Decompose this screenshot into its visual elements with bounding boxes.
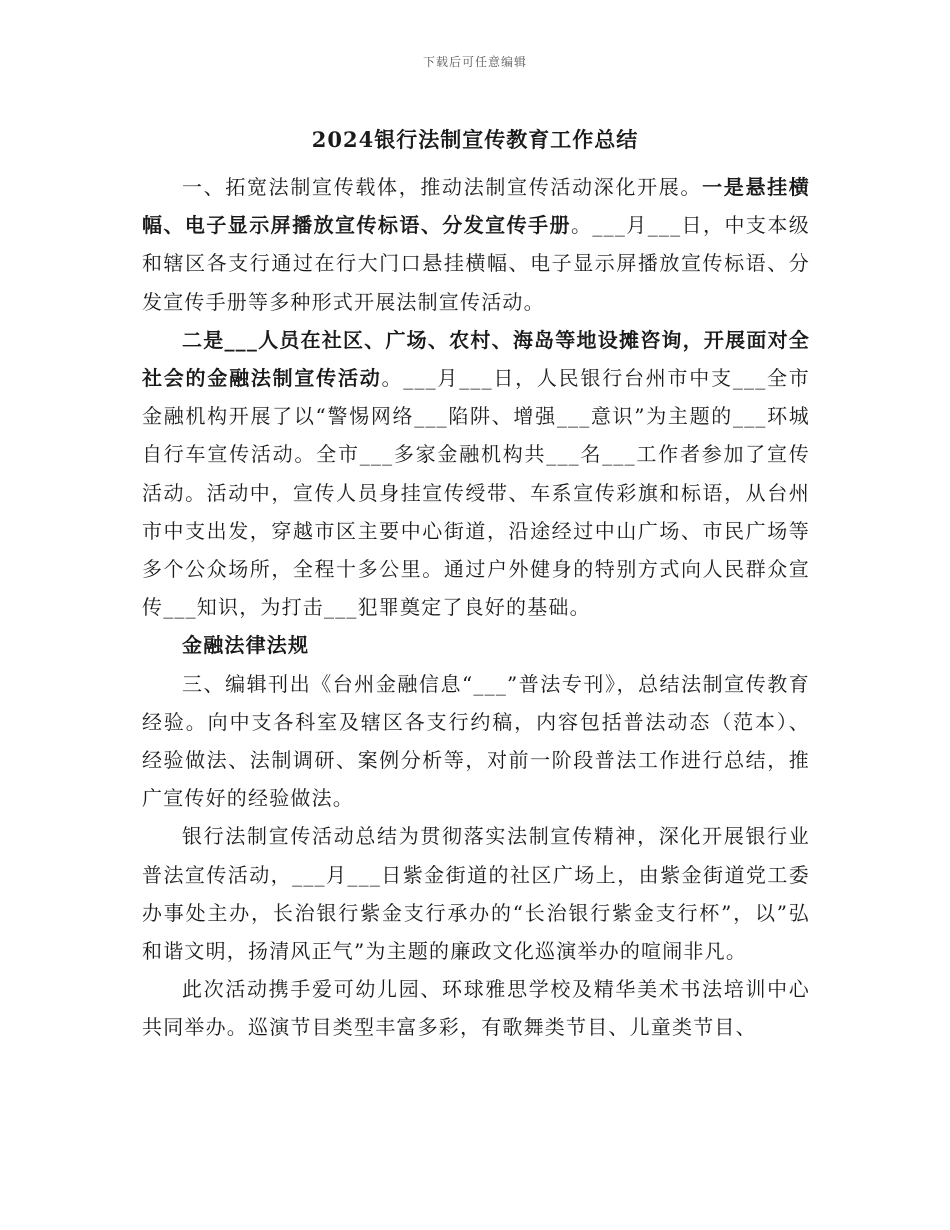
section-heading bbox=[142, 626, 810, 664]
paragraph-1-run-2-bold: 一是悬挂横幅、电子显示屏播放宣传标语、分发宣传手册 bbox=[142, 175, 810, 238]
paragraph-1 bbox=[142, 168, 810, 321]
paragraph-2-run-2: 。___月___日，人民银行台州市中支___全市金融机构开展了以“警惕网络___陷阱、增强___意识”为主题的___环城自行车宣传活动。全市___多家金融机构共___名___工作者参加了宣传活动。活动中，宣传人员身挂宣传绶带、车系宣传彩旗和标语，从台州市中支出发，穿越市区主要中心街道，沿途经过中山广场、市民广场等多个公众场所，全程十多公里。通过户外健身的特别方式向人民群众宣传___知识，为打击___犯罪奠定了良好的基础。 bbox=[142, 366, 810, 620]
paragraph-1-run-1: 一、拓宽法制宣传载体，推动法制宣传活动深化开展。 bbox=[182, 175, 703, 199]
paragraph-2 bbox=[142, 321, 810, 627]
document-title: 2024银行法制宣传教育工作总结 bbox=[311, 127, 639, 152]
paragraph-3-run-1: 三、编辑刊出《台州金融信息“___”普法专刊》，总结法制宣传教育经验。向中支各科室及辖区各支行约稿，内容包括普法动态（范本）、经验做法、法制调研、案例分析等，对前一阶段普法工作进行总结，推广宣传好的经验做法。 bbox=[142, 671, 810, 811]
paragraph-4-run-1: 银行法制宣传活动总结为贯彻落实法制宣传精神，深化开展银行业普法宣传活动，___月___日紫金街道的社区广场上，由紫金街道党工委办事处主办，长治银行紫金支行承办的“长治银行紫金支行杯”，以”弘和谐文明，扬清风正气”为主题的廉政文化巡演举办的喧闹非凡。 bbox=[142, 824, 810, 964]
paragraph-1-run-3: 。___月___日，中支本级和辖区各支行通过在行大门口悬挂横幅、电子显示屏播放宣传标语、分发宣传手册等多种形式开展法制宣传活动。 bbox=[142, 213, 810, 314]
document-body bbox=[142, 168, 810, 1047]
section-heading-text: 金融法律法规 bbox=[182, 633, 310, 658]
paragraph-3 bbox=[142, 665, 810, 818]
paragraph-5 bbox=[142, 970, 810, 1046]
paragraph-5-run-1: 此次活动携手爱可幼儿园、环球雅思学校及精华美术书法培训中心共同举办。巡演节目类型丰富多彩，有歌舞类节目、儿童类节目、 bbox=[142, 977, 810, 1040]
paragraph-4 bbox=[142, 817, 810, 970]
download-note: 下载后可任意编辑 bbox=[422, 55, 527, 69]
paragraph-2-run-1-bold: 二是___人员在社区、广场、农村、海岛等地设摊咨询，开展面对全社会的金融法制宣传活动 bbox=[142, 327, 810, 391]
